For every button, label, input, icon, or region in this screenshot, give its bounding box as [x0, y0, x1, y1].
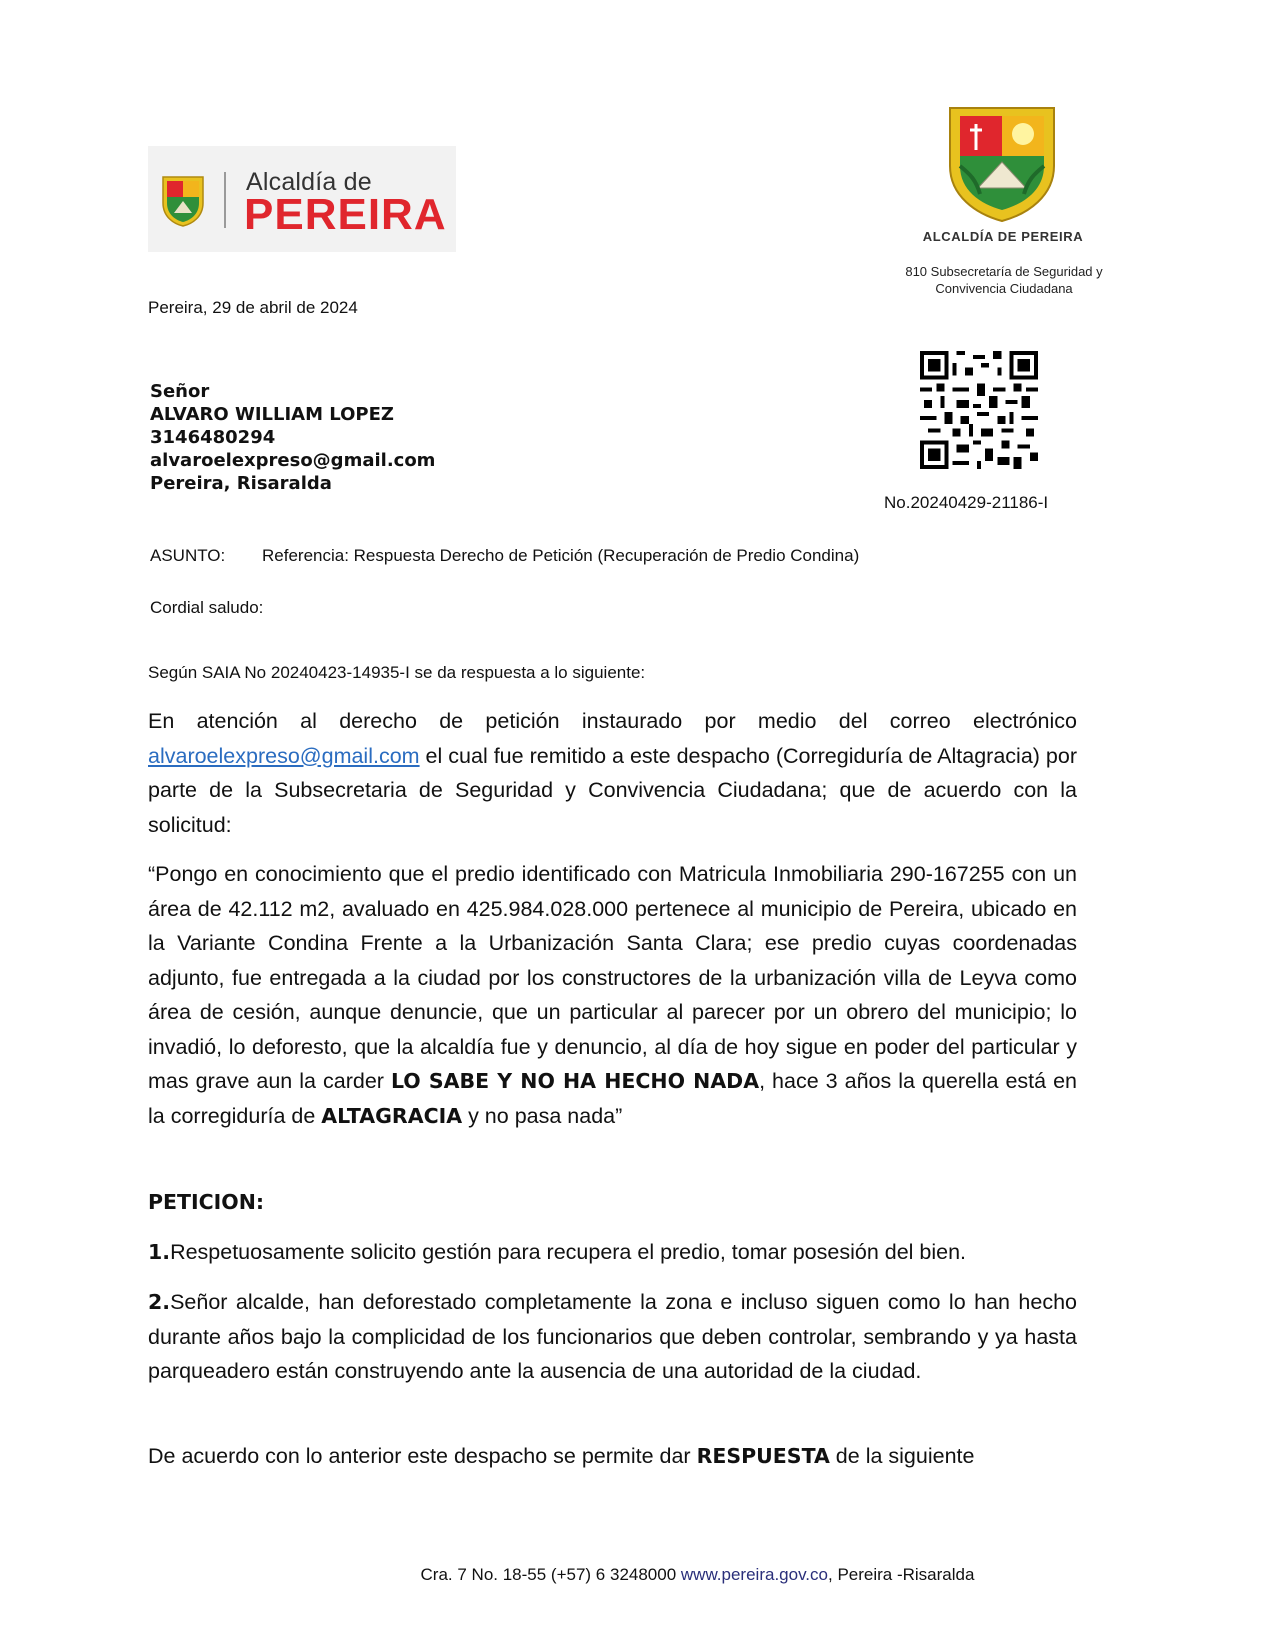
- item1-number: 1.: [148, 1240, 171, 1264]
- coat-of-arms-icon: [946, 104, 1058, 224]
- alcaldia-logo: [148, 146, 456, 252]
- greeting: Cordial saludo:: [150, 598, 264, 617]
- petition-item-2: [148, 1285, 1077, 1389]
- footer-address: Cra. 7 No. 18-55 (+57) 6 3248000: [420, 1565, 681, 1584]
- shield-icon: [160, 173, 206, 227]
- p1-text-b: el cual fue remitido a este despacho (Corregiduría de Altagracia) por parte de la Subsecretaria de Seguridad y Convivencia Ciudadana; que de acuerdo con la solicitud:: [148, 743, 1077, 837]
- recipient-city: Pereira, Risaralda: [150, 473, 332, 494]
- paragraph-intro: [148, 704, 1077, 842]
- petition-title: PETICION:: [148, 1190, 265, 1214]
- recipient-email: alvaroelexpreso@gmail.com: [150, 450, 436, 471]
- p2-text-b: , hace 3 años la querella está en la corregiduría de: [148, 1069, 1078, 1128]
- p2-text-a: “Pongo en conocimiento que el predio identificado con Matricula Inmobiliaria 290-167255 con un área de 42.112 m2, avaluado en 425.984.028.000 pertenece al municipio de Pereira, ubicado en la Variante Condina Frente a la Urbanización Santa Clara; ese predio cuyas coordenadas adjunto, fue entregada a la ciudad por los constructores de la urbanización villa de Leyva como área de cesión, aunque denuncie, que un particular al parecer por un obrero del municipio; lo invadió, lo deforesto, que la alcaldía fue y denuncio, al día de hoy sigue en poder del particular y mas grave aun la carder: [148, 862, 1077, 1093]
- saia-reference: Según SAIA No 20240423-14935-I se da respuesta a lo siguiente:: [148, 663, 646, 682]
- email-link[interactable]: alvaroelexpreso@gmail.com: [148, 743, 420, 768]
- p3-bold: RESPUESTA: [696, 1444, 830, 1468]
- document-number: No.20240429-21186-I: [884, 493, 1049, 512]
- footer-city: , Pereira -Risaralda: [828, 1565, 975, 1584]
- recipient-name: ALVARO WILLIAM LOPEZ: [150, 404, 394, 425]
- office-line2: Convivencia Ciudadana: [935, 281, 1073, 296]
- petition-item-1: [148, 1235, 1077, 1270]
- item2-number: 2.: [148, 1290, 171, 1314]
- paragraph-response: [148, 1439, 1077, 1474]
- recipient-block: [150, 380, 435, 495]
- subject-text: Referencia: Respuesta Derecho de Petición (Recuperación de Predio Condina): [262, 546, 860, 565]
- p3-text-b: de la siguiente: [829, 1444, 975, 1468]
- recipient-salutation: Señor: [150, 381, 210, 402]
- footer: [0, 1565, 1275, 1585]
- recipient-phone: 3146480294: [150, 427, 276, 448]
- subject-line: [150, 546, 859, 566]
- item2-text: Señor alcalde, han deforestado completamente la zona e incluso siguen como lo han hecho durante años bajo la complicidad de los funcionarios que deben controlar, sembrando y ya hasta parqueadero están construyendo ante la ausencia de una autoridad de la ciudad.: [148, 1290, 1077, 1383]
- office-line1: 810 Subsecretaría de Seguridad y: [905, 264, 1103, 279]
- item1-text: Respetuosamente solicito gestión para recupera el predio, tomar posesión del bien.: [170, 1240, 967, 1264]
- p2-text-c: y no pasa nada”: [462, 1103, 623, 1128]
- qr-code-icon: [920, 351, 1038, 469]
- p1-text-a: En atención al derecho de petición instaurado por medio del correo electrónico: [148, 709, 1077, 733]
- issuing-office: [880, 263, 1128, 297]
- logo-separator: [224, 172, 226, 228]
- p2-bold-1: LO SABE Y NO HA HECHO NADA: [390, 1069, 760, 1093]
- footer-url[interactable]: www.pereira.gov.co: [680, 1565, 828, 1584]
- p2-bold-2: ALTAGRACIA: [321, 1103, 463, 1128]
- subject-label: ASUNTO:: [150, 546, 226, 565]
- paragraph-quote: [148, 857, 1077, 1133]
- logo-line2: PEREIRA: [244, 190, 447, 239]
- coat-caption: ALCALDÍA DE PEREIRA: [922, 229, 1084, 244]
- p3-text-a: De acuerdo con lo anterior este despacho se permite dar: [148, 1444, 697, 1468]
- logo-line1: Alcaldía de: [246, 168, 372, 196]
- letter-date: Pereira, 29 de abril de 2024: [148, 298, 358, 317]
